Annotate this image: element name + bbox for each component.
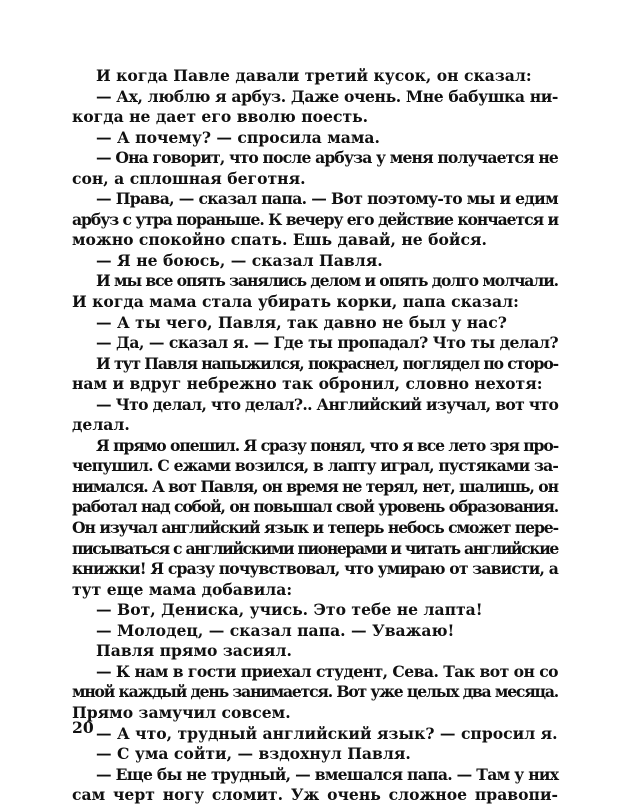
text-line: сам черт ногу сломит. Уж очень сложное правопи- <box>72 785 558 805</box>
text-line: Павля прямо засиял. <box>96 641 292 661</box>
text-line: можно спокойно спать. Ешь давай, не бойся. <box>72 230 487 250</box>
text-line: — А что, трудный английский язык? — спросил я. <box>96 723 558 743</box>
text-line: — Еще бы не трудный, — вмешался папа. — Там у них <box>96 764 559 784</box>
text-line: мной каждый день занимается. Вот уже целых два месяца. <box>72 682 558 702</box>
text-line: — Вот, Дениска, учись. Это тебе не лапта! <box>96 600 483 620</box>
text-line: книжки! Я сразу почувствовал, что умираю от зависти, а <box>72 559 558 579</box>
text-line: — С ума сойти, — вздохнул Павля. <box>96 744 411 764</box>
text-line: Прямо замучил совсем. <box>72 702 291 722</box>
text-line: И тут Павля напыжился, покраснел, поглядел по сторо- <box>96 353 559 373</box>
text-line: — К нам в гости приехал студент, Сева. Так вот он со <box>96 661 558 681</box>
text-line: И когда мама стала убирать корки, папа сказал: <box>72 292 519 312</box>
text-line: нам и вдруг небрежно так обронил, словно нехотя: <box>72 374 543 394</box>
text-line: И мы все опять занялись делом и опять долго молчали. <box>96 271 558 291</box>
text-line: И когда Павле давали третий кусок, он сказал: <box>96 66 532 85</box>
text-line: делал. <box>72 415 130 435</box>
text-line: чепушил. С ежами возился, в лапту играл, пустяками за- <box>72 456 558 476</box>
text-line: — Молодец, — сказал папа. — Уважаю! <box>96 620 455 640</box>
text-line: Он изучал английский язык и теперь небось сможет пере- <box>72 518 558 538</box>
text-line: нимался. А вот Павля, он время не терял, нет, шалишь, он <box>72 476 558 496</box>
text-line: писываться с английскими пионерами и читать английские <box>72 538 558 558</box>
body-text <box>72 66 558 806</box>
page-number: 20 <box>72 718 94 737</box>
text-line: тут еще мама добавила: <box>72 579 293 599</box>
text-line: — Я не боюсь, — сказал Павля. <box>96 250 383 270</box>
text-line: — Права, — сказал папа. — Вот поэтому-то мы и едим <box>96 189 558 209</box>
text-line: арбуз с утра пораньше. К вечеру его действие кончается и <box>72 209 558 229</box>
text-line: Я прямо опешил. Я сразу понял, что я все лето зря про- <box>96 435 559 455</box>
text-line: — Ах, люблю я арбуз. Даже очень. Мне бабушка ни- <box>96 86 558 106</box>
text-line: — Что делал, что делал?.. Английский изучал, вот что <box>96 394 559 414</box>
text-line: работал над собой, он повышал свой уровень образования. <box>72 497 558 517</box>
text-line: — А ты чего, Павля, так давно не был у нас? <box>96 312 507 332</box>
text-line: — Она говорит, что после арбуза у меня получается не <box>96 148 558 168</box>
text-line: сон, а сплошная беготня. <box>72 168 306 188</box>
text-line: — А почему? — спросила мама. <box>96 127 380 147</box>
text-line: — Да, — сказал я. — Где ты пропадал? Что ты делал? <box>96 333 559 353</box>
text-line: когда не дает его вволю поесть. <box>72 107 369 127</box>
